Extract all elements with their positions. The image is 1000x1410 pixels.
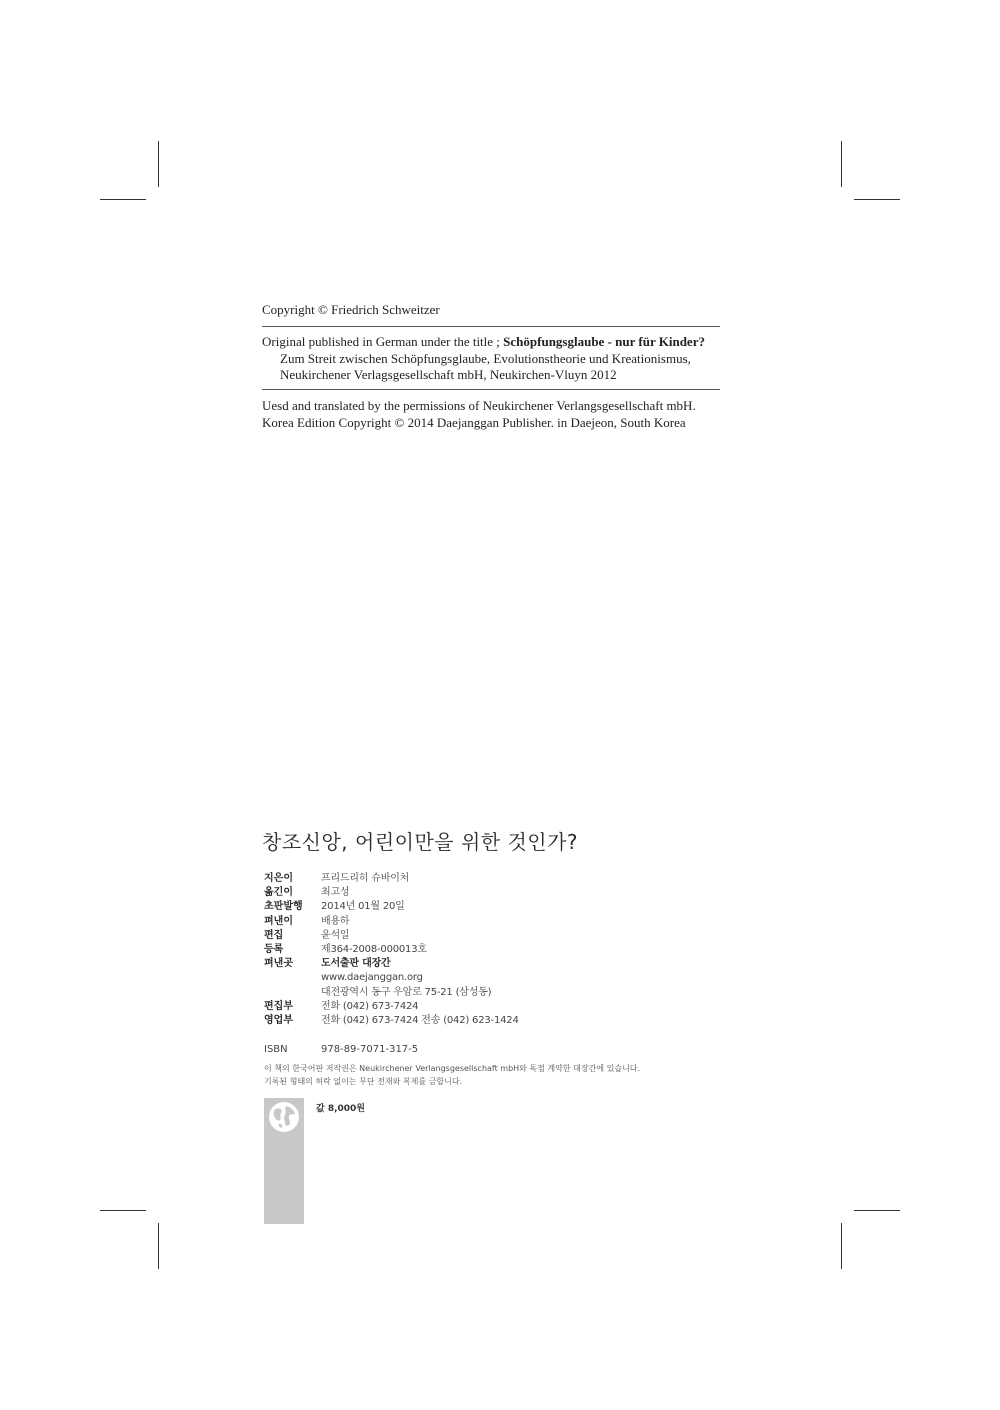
original-title-line (262, 334, 720, 351)
info-row (264, 1000, 519, 1014)
info-label (264, 986, 321, 1000)
info-value: 윤석일 (321, 929, 350, 941)
website-link[interactable]: www.daejanggan.org (321, 972, 423, 984)
permission-block (262, 398, 720, 431)
copyright-notice (264, 1063, 640, 1088)
info-row (264, 971, 519, 985)
crop-mark (841, 1223, 842, 1269)
publisher-name: 도서출판 대장간 (321, 958, 391, 970)
colophon-info (264, 872, 519, 1028)
info-label: 편집 (264, 929, 284, 941)
copyright-line: Copyright © Friedrich Schweitzer (262, 302, 440, 317)
crop-mark (854, 1210, 900, 1211)
crop-mark (158, 141, 159, 187)
info-row (264, 986, 519, 1000)
info-label: 지은이 (264, 873, 293, 884)
info-label: 영업부 (264, 1014, 293, 1026)
info-value: 2014년 01월 20일 (321, 901, 405, 913)
info-row (264, 943, 519, 957)
info-label (264, 971, 321, 985)
divider (262, 326, 720, 327)
info-row (264, 929, 519, 943)
info-value: 전화 (042) 673-7424 전송 (042) 623-1424 (321, 1014, 519, 1026)
isbn-value: 978-89-7071-317-5 (321, 1044, 419, 1055)
notice-line-1: 이 책의 한국어판 저작권은 Neukirchener Verlangsgesellschaft mbH와 독점 계약한 대장간에 있습니다. (264, 1064, 641, 1073)
info-value: 전화 (042) 673-7424 (321, 1000, 419, 1012)
original-subtitle: Zum Streit zwischen Schöpfungsglaube, Evolutionstheorie und Kreationismus, (280, 350, 691, 366)
info-label: 펴낸곳 (264, 958, 293, 970)
info-row (264, 957, 519, 971)
crop-mark (841, 141, 842, 187)
info-row (264, 1014, 519, 1028)
info-row (264, 872, 519, 886)
info-value: 배용하 (321, 915, 350, 927)
info-row (264, 900, 519, 914)
info-label: 초판발행 (264, 901, 303, 913)
address: 대전광역시 동구 우암로 75-21 (삼성동) (321, 986, 492, 998)
barcode-area (264, 1098, 304, 1224)
info-value: 프리드리히 슈바이처 (321, 873, 410, 884)
original-prefix: Original published in German under the title ; (262, 334, 504, 349)
permission-line-1: Uesd and translated by the permissions of Neukirchener Verlangsgesellschaft mbH. (262, 398, 696, 413)
korean-book-title: 창조신앙, 어린이만을 위한 것인가? (262, 830, 579, 854)
divider (262, 389, 720, 390)
price-label: 값 8,000원 (316, 1104, 365, 1114)
info-row (264, 886, 519, 900)
notice-line-2: 기록된 형태의 허락 없이는 무단 전재와 복제를 금합니다. (264, 1076, 463, 1086)
info-value: 제364-2008-000013호 (321, 943, 427, 955)
crop-mark (158, 1223, 159, 1269)
isbn-row (264, 1044, 418, 1055)
original-publication-block (262, 334, 720, 384)
german-title: Schöpfungsglaube - nur für Kinder? (503, 334, 705, 349)
isbn-label: ISBN (264, 1044, 288, 1055)
permission-line-2: Korea Edition Copyright © 2014 Daejanggan Publisher. in Daejeon, South Korea (262, 414, 686, 430)
globe-logo-icon (267, 1100, 301, 1134)
info-label: 등록 (264, 943, 284, 955)
crop-mark (100, 199, 146, 200)
info-row (264, 915, 519, 929)
original-publisher: Neukirchener Verlagsgesellschaft mbH, Neukirchen-Vluyn 2012 (280, 367, 617, 382)
info-label: 옮긴이 (264, 887, 293, 899)
info-label: 편집부 (264, 1000, 293, 1012)
info-label: 펴낸이 (264, 915, 293, 927)
info-value: 최고성 (321, 887, 350, 899)
crop-mark (854, 199, 900, 200)
crop-mark (100, 1210, 146, 1211)
